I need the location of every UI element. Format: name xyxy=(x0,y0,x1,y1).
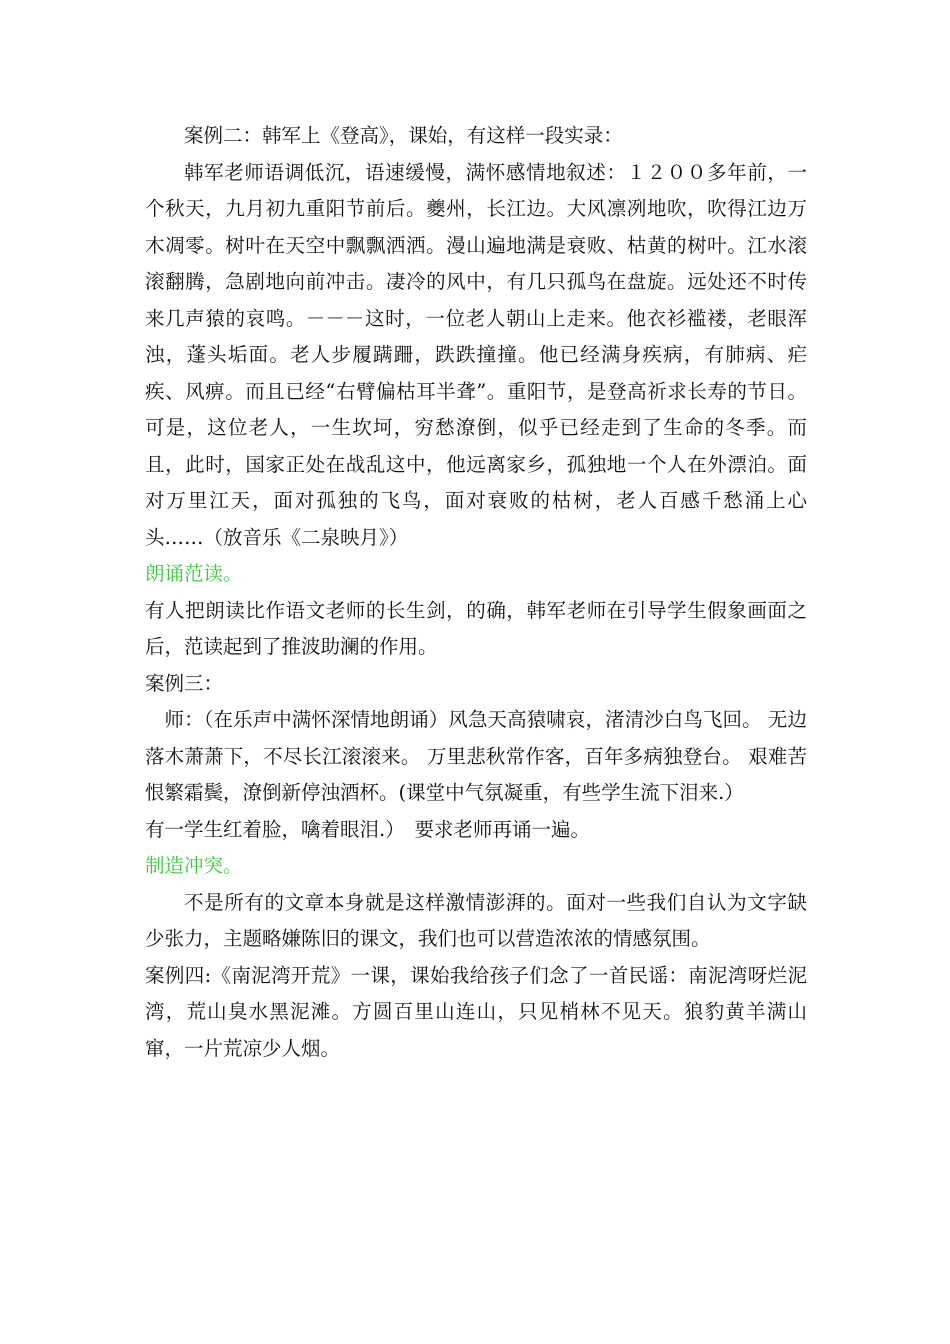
heading-reading: 朗诵范读。 xyxy=(145,562,243,585)
conflict-body: 不是所有的文章本身就是这样激情澎湃的。面对一些我们自认为文字缺少张力，主题略嫌陈旧的课文，我们也可以营造浓浓的情感氛围。 xyxy=(145,890,807,950)
case3-follow: 有一学生红着脸，噙着眼泪.） 要求老师再诵一遍。 xyxy=(145,817,590,841)
case2-body: 韩军老师语调低沉，语速缓慢，满怀感情地叙述：１２００多年前，一个秋天，九月初九重阳节前后。夔州，长江边。大风凛冽地吹，吹得江边万木凋零。树叶在天空中飘飘洒洒。漫山遍地满是衰败、枯黄的树叶。江水滚滚翻腾，急剧地向前冲击。凄冷的风中，有几只孤鸟在盘旋。远处还不时传来几声猿的哀鸣。－－－这时，一位老人朝山上走来。他衣衫褴褛，老眼浑浊，蓬头垢面。老人步履蹒跚，跌跌撞撞。他已经满身疾病，有肺病、疟疾、风痹。而且已经“右臂偏枯耳半聋”。重阳节，是登高祈求长寿的节日。可是，这位老人，一生坎坷，穷愁潦倒，似乎已经走到了生命的冬季。而且，此时，国家正处在战乱这中，他远离家乡，孤独地一个人在外漂泊。面对万里江天，面对孤独的飞鸟，面对衰败的枯树，老人百感千愁涌上心头……（放音乐《二泉映月》） xyxy=(145,160,807,549)
reading-body: 有人把朗读比作语文老师的长生剑，的确，韩军老师在引导学生假象画面之后，范读起到了推波助澜的作用。 xyxy=(145,598,807,658)
case2-intro: 案例二：韩军上《登高》，课始，有这样一段实录： xyxy=(184,124,623,147)
heading-conflict: 制造冲突。 xyxy=(145,854,243,877)
case3-label: 案例三： xyxy=(145,671,224,695)
case3-body: 师：（在乐声中满怀深情地朗诵）风急天高猿啸哀，渚清沙白鸟飞回。 无边落木萧萧下，不尽长江滚滚来。 万里悲秋常作客，百年多病独登台。 艰难苦恨繁霜鬓，潦倒新停浊酒杯。(课堂中气氛凝重，有些学生流下泪来.） xyxy=(145,708,807,804)
document-page xyxy=(145,118,807,1067)
case4-body: 案例四:《南泥湾开荒》一课，课始我给孩子们念了一首民谣：南泥湾呀烂泥湾，荒山臭水黑泥滩。方圆百里山连山，只见梢林不见天。狼豹黄羊满山窜，一片荒凉少人烟。 xyxy=(145,963,807,1060)
